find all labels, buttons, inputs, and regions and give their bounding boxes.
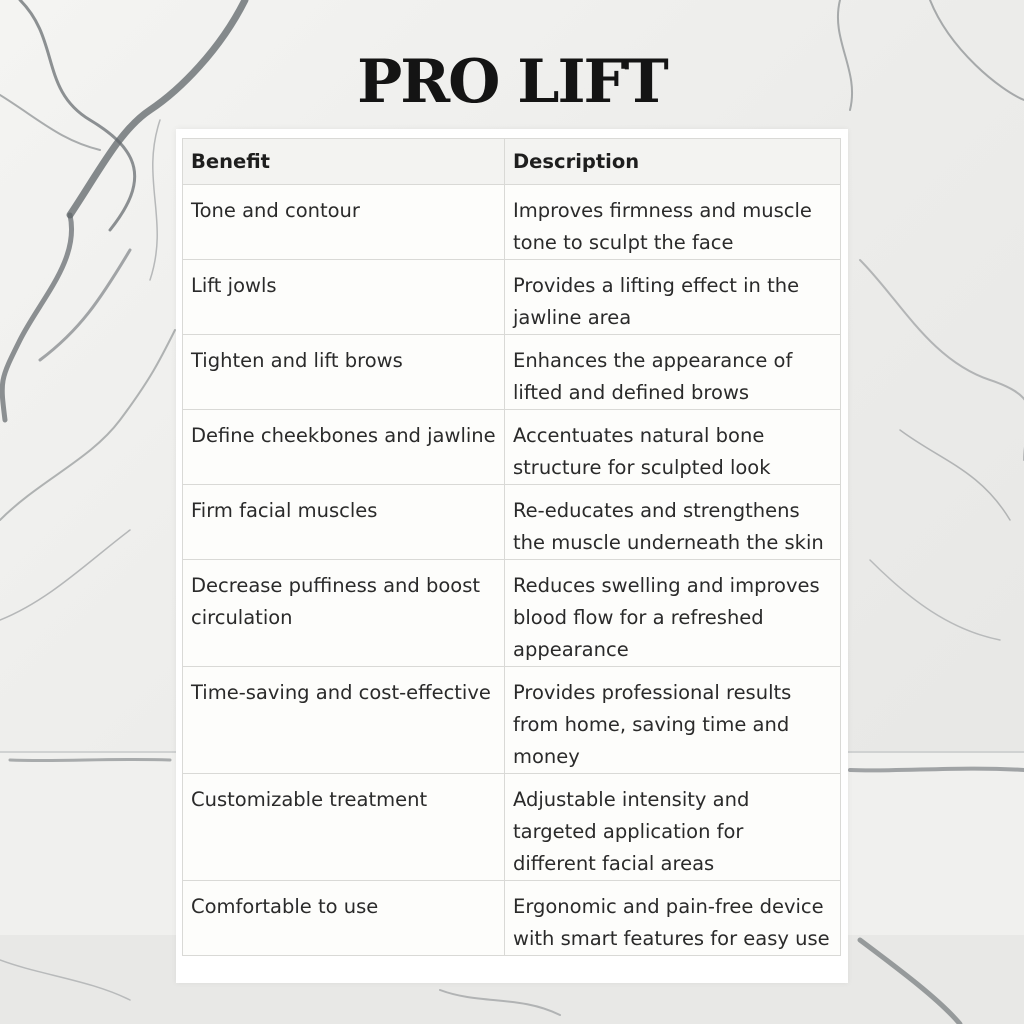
table-header-row bbox=[183, 139, 841, 185]
benefit-cell: Comfortable to use bbox=[183, 881, 505, 956]
description-cell: Improves firmness and muscle tone to sculpt the face bbox=[505, 185, 841, 260]
description-cell: Provides professional results from home, saving time and money bbox=[505, 667, 841, 774]
description-cell: Adjustable intensity and targeted application for different facial areas bbox=[505, 774, 841, 881]
benefit-cell: Customizable treatment bbox=[183, 774, 505, 881]
table-row bbox=[183, 335, 841, 410]
description-cell: Ergonomic and pain-free device with smart features for easy use bbox=[505, 881, 841, 956]
page-title: PRO LIFT bbox=[357, 47, 667, 117]
table-row bbox=[183, 774, 841, 881]
description-cell: Reduces swelling and improves blood flow for a refreshed appearance bbox=[505, 560, 841, 667]
benefit-cell: Tighten and lift brows bbox=[183, 335, 505, 410]
table-row bbox=[183, 410, 841, 485]
column-header-description: Description bbox=[505, 139, 841, 185]
benefits-card bbox=[176, 129, 848, 983]
description-cell: Accentuates natural bone structure for sculpted look bbox=[505, 410, 841, 485]
description-cell: Provides a lifting effect in the jawline area bbox=[505, 260, 841, 335]
table-row bbox=[183, 485, 841, 560]
benefit-cell: Decrease puffiness and boost circulation bbox=[183, 560, 505, 667]
table-row bbox=[183, 260, 841, 335]
table-row bbox=[183, 560, 841, 667]
benefit-cell: Lift jowls bbox=[183, 260, 505, 335]
description-cell: Enhances the appearance of lifted and defined brows bbox=[505, 335, 841, 410]
description-cell: Re-educates and strengthens the muscle underneath the skin bbox=[505, 485, 841, 560]
table-row bbox=[183, 881, 841, 956]
table-row bbox=[183, 185, 841, 260]
benefit-cell: Time-saving and cost-effective bbox=[183, 667, 505, 774]
benefit-cell: Firm facial muscles bbox=[183, 485, 505, 560]
table-row bbox=[183, 667, 841, 774]
column-header-benefit: Benefit bbox=[183, 139, 505, 185]
benefits-table bbox=[182, 138, 841, 956]
benefit-cell: Define cheekbones and jawline bbox=[183, 410, 505, 485]
benefit-cell: Tone and contour bbox=[183, 185, 505, 260]
